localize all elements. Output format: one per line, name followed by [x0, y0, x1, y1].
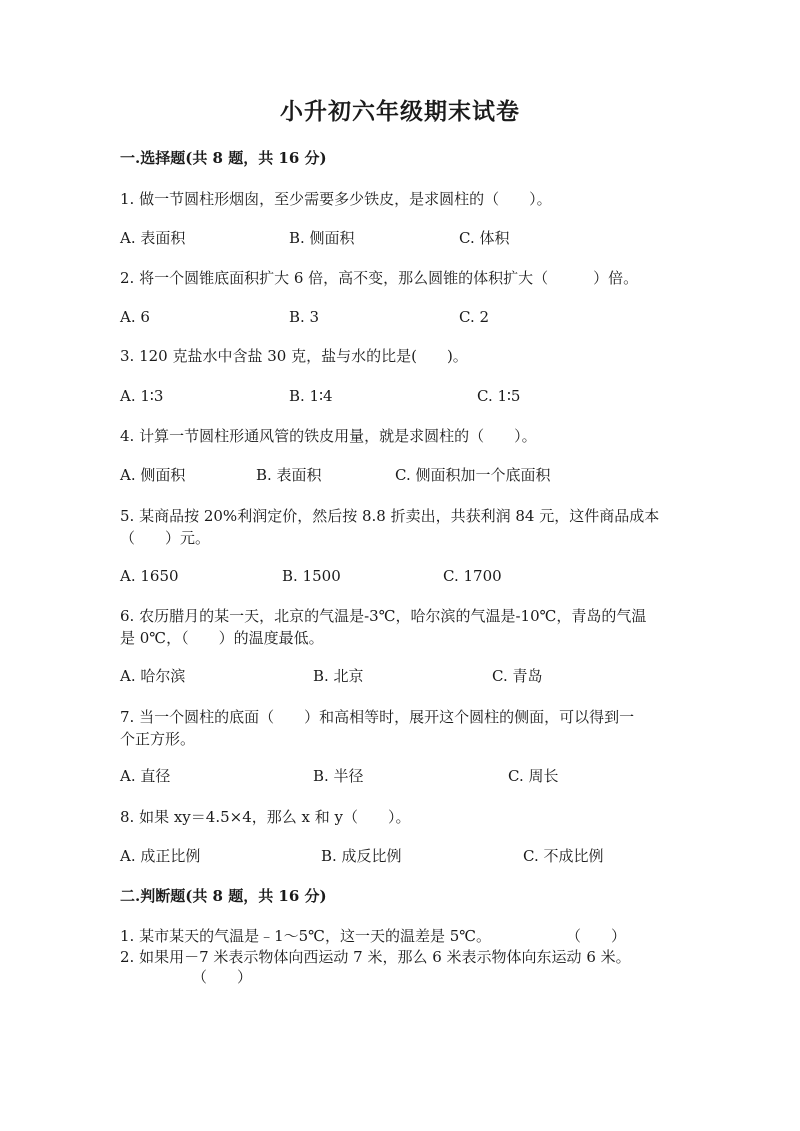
tf-question-1-answer-paren: （ ） [566, 927, 627, 945]
q1-option-a: A. 表面积 [120, 229, 186, 247]
tf-question-1: 1. 某市某天的气温是﹣1～5℃，这一天的温差是 5℃。 [120, 927, 492, 945]
question-1: 1. 做一节圆柱形烟囱，至少需要多少铁皮，是求圆柱的（ ）。 [120, 190, 552, 208]
page-title: 小升初六年级期末试卷 [280, 98, 520, 125]
q5-option-b: B. 1500 [282, 567, 341, 585]
q4-option-b: B. 表面积 [256, 466, 322, 484]
tf-question-2-answer-paren: （ ） [192, 968, 253, 986]
question-6-line-2: 是 0℃，（ ）的温度最低。 [120, 629, 324, 647]
q1-option-c: C. 体积 [459, 229, 510, 247]
section-heading-choice: 一.选择题(共 8 题，共 16 分) [120, 149, 327, 167]
q6-option-a: A. 哈尔滨 [120, 667, 186, 685]
q7-option-a: A. 直径 [120, 767, 171, 785]
q3-option-c: C. 1∶5 [477, 387, 521, 405]
q7-option-c: C. 周长 [508, 767, 559, 785]
q8-option-a: A. 成正比例 [120, 847, 201, 865]
question-3: 3. 120 克盐水中含盐 30 克，盐与水的比是( )。 [120, 347, 468, 365]
q5-option-a: A. 1650 [120, 567, 179, 585]
q4-option-c: C. 侧面积加一个底面积 [395, 466, 551, 484]
q3-option-a: A. 1∶3 [120, 387, 164, 405]
q2-option-a: A. 6 [120, 308, 150, 326]
question-8: 8. 如果 xy＝4.5×4，那么 x 和 y（ ）。 [120, 808, 411, 826]
q8-option-c: C. 不成比例 [523, 847, 604, 865]
q6-option-b: B. 北京 [313, 667, 364, 685]
section-heading-judgement: 二.判断题(共 8 题，共 16 分) [120, 887, 327, 905]
q6-option-c: C. 青岛 [492, 667, 543, 685]
q5-option-c: C. 1700 [443, 567, 502, 585]
question-4: 4. 计算一节圆柱形通风管的铁皮用量，就是求圆柱的（ ）。 [120, 427, 537, 445]
q7-option-b: B. 半径 [313, 767, 364, 785]
q2-option-c: C. 2 [459, 308, 490, 326]
q8-option-b: B. 成反比例 [321, 847, 402, 865]
question-6-line-1: 6. 农历腊月的某一天，北京的气温是-3℃，哈尔滨的气温是-10℃，青岛的气温 [120, 607, 647, 625]
tf-question-2: 2. 如果用－7 米表示物体向西运动 7 米，那么 6 米表示物体向东运动 6 米。 [120, 948, 631, 966]
question-2: 2. 将一个圆锥底面积扩大 6 倍，高不变，那么圆锥的体积扩大（ ）倍。 [120, 269, 639, 287]
question-7-line-2: 个正方形。 [120, 730, 196, 748]
q3-option-b: B. 1∶4 [289, 387, 333, 405]
question-7-line-1: 7. 当一个圆柱的底面（ ）和高相等时，展开这个圆柱的侧面，可以得到一 [120, 708, 635, 726]
q1-option-b: B. 侧面积 [289, 229, 355, 247]
q4-option-a: A. 侧面积 [120, 466, 186, 484]
question-5-line-1: 5. 某商品按 20%利润定价，然后按 8.8 折卖出，共获利润 84 元，这件商品成本 [120, 507, 660, 525]
q2-option-b: B. 3 [289, 308, 320, 326]
question-5-line-2: （ ）元。 [120, 529, 211, 547]
